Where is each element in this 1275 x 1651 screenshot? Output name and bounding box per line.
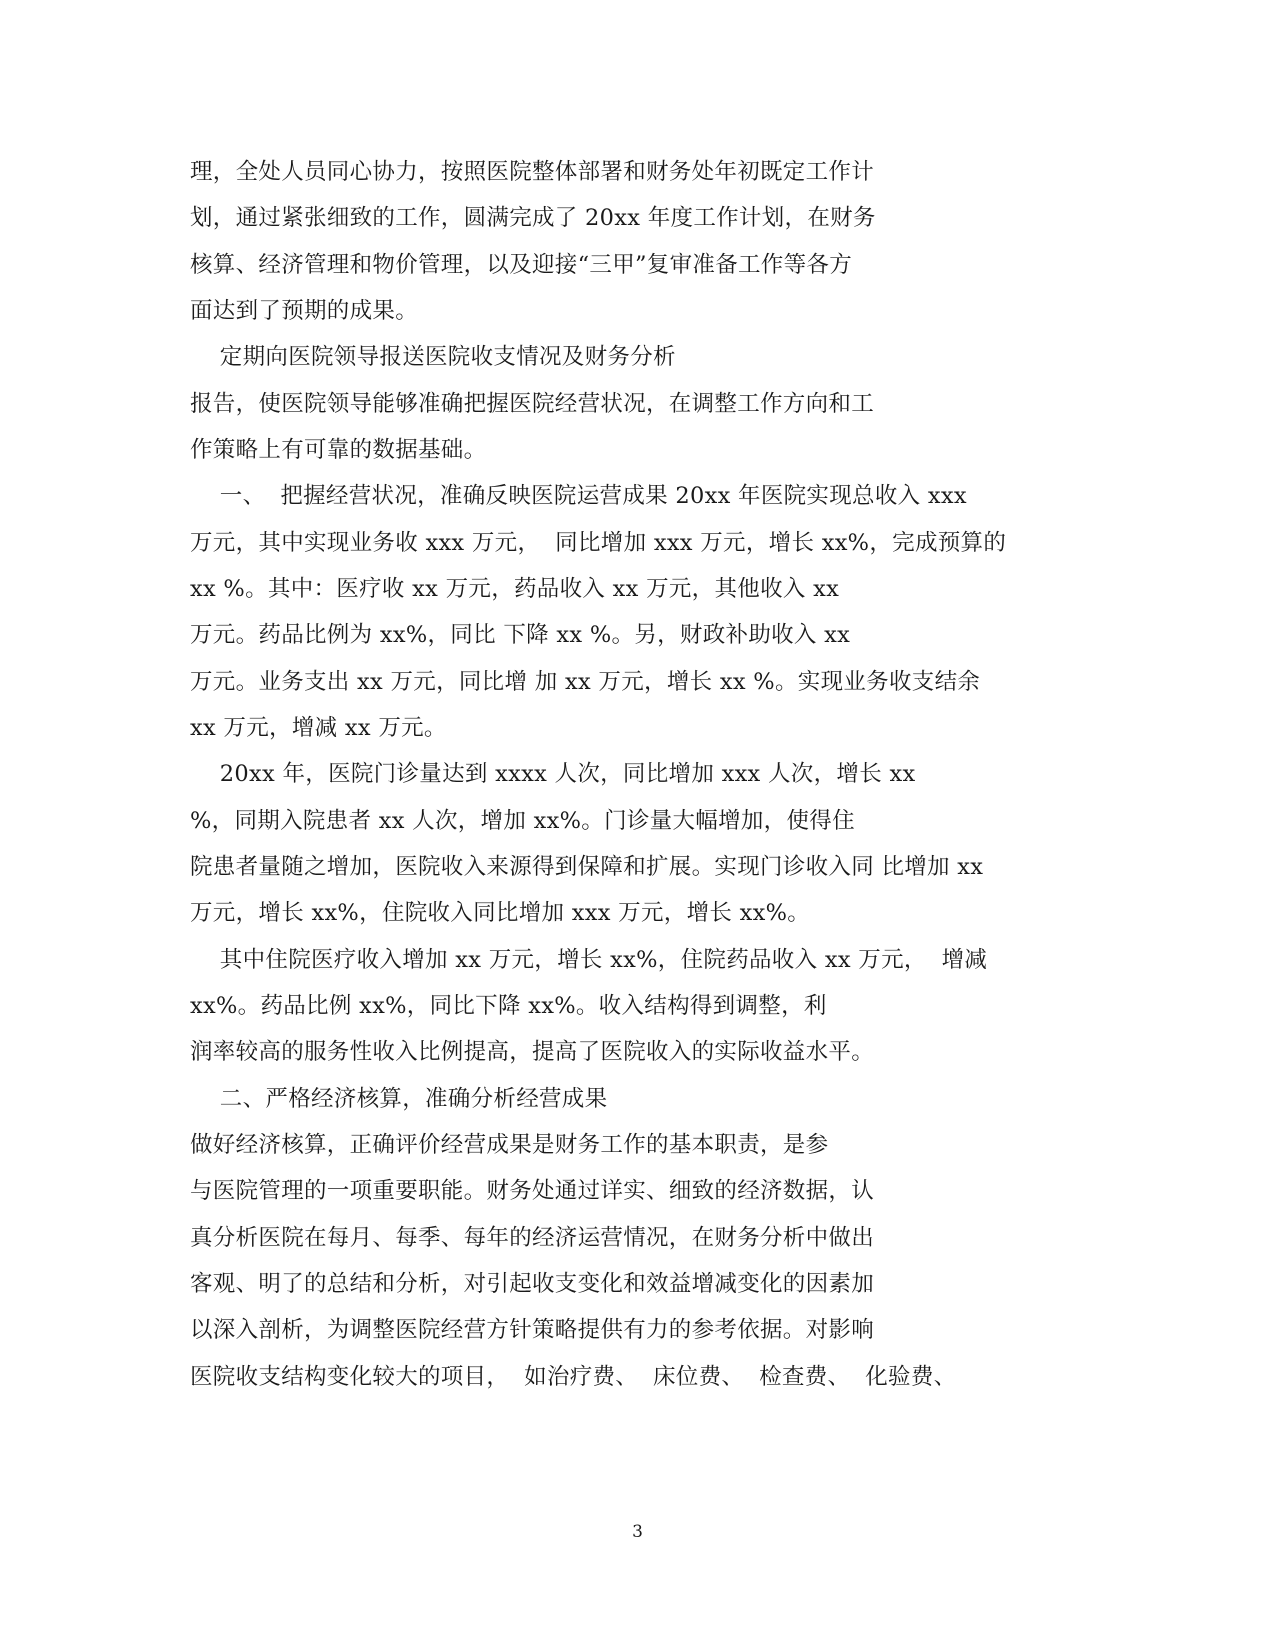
body-text-line: xx %。其中：医疗收 xx 万元，药品收入 xx 万元，其他收入 xx (190, 576, 840, 602)
body-text-line: 客观、明了的总结和分析，对引起收支变化和效益增减变化的因素加 (190, 1271, 875, 1297)
body-text-line: xx%。药品比例 xx%，同比下降 xx%。收入结构得到调整，利 (190, 993, 827, 1019)
body-text-line: 理，全处人员同心协力，按照医院整体部署和财务处年初既定工作计 (190, 159, 875, 185)
body-text-line: 核算、经济管理和物价管理，以及迎接“三甲”复审准备工作等各方 (190, 252, 853, 278)
body-text-line: 做好经济核算，正确评价经营成果是财务工作的基本职责，是参 (190, 1132, 829, 1158)
body-text-line: 医院收支结构变化较大的项目， 如治疗费、 床位费、 检查费、 化验费、 (190, 1364, 957, 1390)
body-text-line: 划，通过紧张细致的工作，圆满完成了 20xx 年度工作计划，在财务 (190, 205, 876, 231)
body-text-line: 万元。药品比例为 xx%，同比 下降 xx %。另，财政补助收入 xx (190, 622, 851, 648)
body-text-line: 20xx 年，医院门诊量达到 xxxx 人次，同比增加 xxx 人次，增长 xx (190, 761, 916, 787)
body-text-line: 与医院管理的一项重要职能。财务处通过详实、细致的经济数据，认 (190, 1178, 875, 1204)
body-text-line: 真分析医院在每月、每季、每年的经济运营情况，在财务分析中做出 (190, 1225, 875, 1251)
page-number: 3 (632, 1522, 643, 1542)
body-text-line: 万元，其中实现业务收 xxx 万元， 同比增加 xxx 万元，增长 xx%，完成预算的 (190, 530, 1007, 556)
body-text-line: 以深入剖析，为调整医院经营方针策略提供有力的参考依据。对影响 (190, 1317, 875, 1343)
body-text-line: 润率较高的服务性收入比例提高，提高了医院收入的实际收益水平。 (190, 1039, 875, 1065)
body-text-line: 定期向医院领导报送医院收支情况及财务分析 (190, 344, 676, 370)
body-text-line: xx 万元，增减 xx 万元。 (190, 715, 447, 741)
section-heading-line: 二、严格经济核算，准确分析经营成果 (190, 1086, 608, 1112)
body-text-line: 万元，增长 xx%，住院收入同比增加 xxx 万元，增长 xx%。 (190, 900, 811, 926)
body-text-line: 面达到了预期的成果。 (190, 298, 419, 324)
body-text-line: %，同期入院患者 xx 人次，增加 xx%。门诊量大幅增加，使得住 (190, 808, 855, 834)
body-text-line: 报告，使医院领导能够准确把握医院经营状况，在调整工作方向和工 (190, 391, 875, 417)
body-text-line: 作策略上有可靠的数据基础。 (190, 437, 487, 463)
body-text-line: 院患者量随之增加，医院收入来源得到保障和扩展。实现门诊收入同 比增加 xx (190, 854, 984, 880)
body-text-line: 其中住院医疗收入增加 xx 万元，增长 xx%，住院药品收入 xx 万元， 增减 (190, 947, 988, 973)
body-text-line: 万元。业务支出 xx 万元，同比增 加 xx 万元，增长 xx %。实现业务收支结余 (190, 669, 981, 695)
section-heading-line: 一、 把握经营状况，准确反映医院运营成果 20xx 年医院实现总收入 xxx (190, 483, 967, 509)
